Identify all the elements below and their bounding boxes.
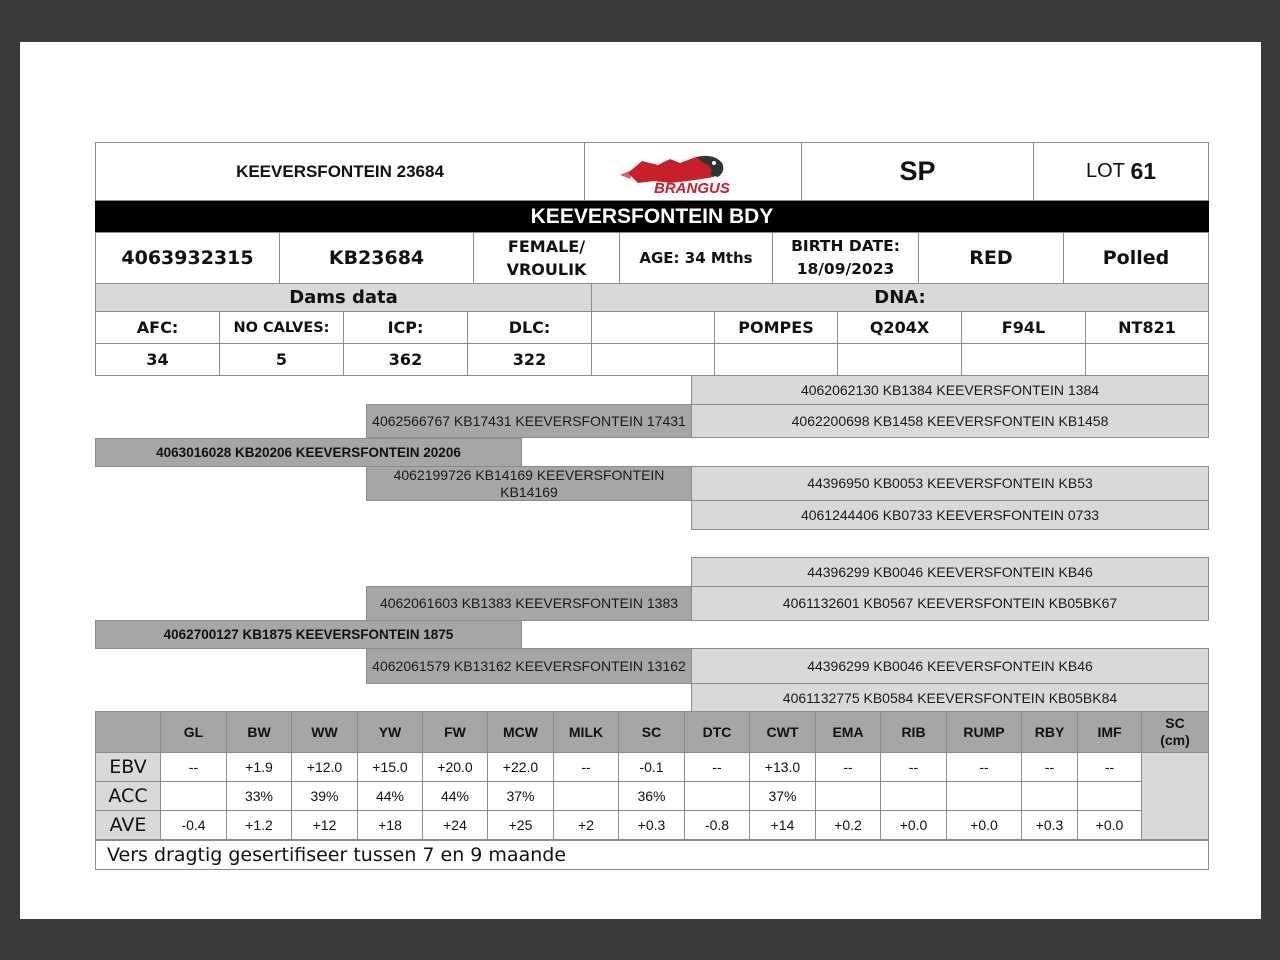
ebv-header-dtc-text: DTC [702, 724, 732, 740]
brangus-logo-cell [584, 142, 802, 201]
ebv-header-ww [291, 711, 358, 753]
ebv-cell-text: +14 [770, 817, 795, 833]
ebv-row-label [95, 752, 161, 782]
ebv-cell [291, 781, 358, 811]
banner-text: KEEVERSFONTEIN BDY [530, 204, 774, 228]
dna-header-blank [591, 311, 715, 344]
ebv-cell [422, 781, 488, 811]
ebv-cell [422, 810, 488, 840]
sex-cell [473, 232, 620, 284]
ebv-header-rib [880, 711, 947, 753]
color-cell [918, 232, 1064, 284]
ebv-cell [749, 781, 816, 811]
ebv-cell-text: 44% [375, 788, 405, 804]
dams-header-dlc [467, 311, 592, 344]
ebv-cell-text: 37% [768, 788, 797, 804]
ebv-header-ema-text: EMA [832, 724, 864, 740]
ebv-cell-text: +1.2 [245, 817, 273, 833]
dna-header-text: NT821 [1118, 318, 1176, 337]
ebv-cell [226, 752, 292, 782]
ebv-header-fw-text: FW [444, 724, 466, 740]
pedigree-sss [691, 375, 1209, 405]
ebv-header-rby-text: RBY [1034, 724, 1065, 740]
pedigree-ddd [691, 683, 1209, 713]
ebv-header-ww-text: WW [311, 724, 338, 740]
ebv-cell [1021, 810, 1078, 840]
ebv-header-gl-text: GL [183, 724, 204, 740]
ebv-header-ema [815, 711, 881, 753]
ebv-header-bw-text: BW [247, 724, 271, 740]
ebv-cell [946, 810, 1022, 840]
dna-header-text: Q204X [869, 318, 930, 337]
pedigree-text: 4062061579 KB13162 KEEVERSFONTEIN 13162 [372, 657, 686, 674]
ebv-cell-text: -- [188, 759, 199, 775]
pedigree-dds [691, 648, 1209, 684]
dams-value-afc [95, 343, 220, 376]
ebv-header-imf [1077, 711, 1142, 753]
dna-title-text: DNA: [874, 287, 926, 308]
ebv-header-rby [1021, 711, 1078, 753]
ebv-header-milk-text: MILK [568, 724, 604, 740]
tag-number: KB23684 [328, 247, 425, 269]
ebv-cell [946, 781, 1022, 811]
pedigree-text: 44396299 KB0046 KEEVERSFONTEIN KB46 [807, 563, 1093, 580]
tag-cell [279, 232, 474, 284]
ebv-cell-text: +24 [443, 817, 467, 833]
ebv-cell [684, 781, 750, 811]
ebv-cell [357, 810, 423, 840]
brangus-bull-logo-icon [618, 149, 768, 195]
ebv-cell-text: +20.0 [437, 759, 473, 775]
logo-text: BRANGUS [654, 179, 730, 195]
ebv-cell-text: -- [908, 759, 919, 775]
category-cell [801, 142, 1034, 201]
ebv-cell-text: +0.0 [1095, 817, 1124, 833]
ebv-cell-text: +22.0 [502, 759, 539, 775]
dna-header-text: F94L [1001, 318, 1046, 337]
dna-header-text: POMPES [738, 318, 814, 337]
ebv-cell-text: 33% [244, 788, 274, 804]
dna-value-nt821 [1085, 343, 1209, 376]
pedigree-text: 4062200698 KB1458 KEEVERSFONTEIN KB1458 [791, 412, 1109, 429]
dams-header-afc [95, 311, 220, 344]
ebv-header-yw [357, 711, 423, 753]
sex-line-2: VROULIK [506, 260, 587, 279]
category-code: SP [899, 156, 936, 186]
ebv-cell [684, 752, 750, 782]
ebv-cell-text: +12.0 [306, 759, 343, 775]
dams-value-no-calves [219, 343, 344, 376]
ebv-row-label-text: EBV [109, 756, 147, 778]
ebv-header-sc-text: SC [641, 724, 662, 740]
pedigree-sire [95, 438, 522, 467]
ebv-header-cwt [749, 711, 816, 753]
dna-header-q204x [837, 311, 962, 344]
ebv-header-mcw [487, 711, 554, 753]
ebv-cell [160, 781, 227, 811]
ebv-header-rump-text: RUMP [963, 724, 1005, 740]
lot-number: 61 [1130, 158, 1157, 184]
ebv-cell-text: 37% [506, 788, 535, 804]
ebv-cell [1021, 752, 1078, 782]
pedigree-text: 4062566767 KB17431 KEEVERSFONTEIN 17431 [372, 412, 686, 429]
ebv-header-milk [553, 711, 619, 753]
ebv-cell-text: +0.0 [899, 817, 928, 833]
ebv-cell-text: -- [712, 759, 722, 775]
ebv-cell [880, 810, 947, 840]
dams-data-title [95, 283, 592, 312]
ebv-header-mcw-text: MCW [503, 724, 538, 740]
pedigree-sire-dam [366, 466, 692, 501]
horn-cell [1063, 232, 1209, 284]
pedigree-text: 44396299 KB0046 KEEVERSFONTEIN KB46 [807, 657, 1093, 674]
pedigree-sire-sire [366, 404, 692, 438]
dna-header-nt821 [1085, 311, 1209, 344]
ebv-cell [946, 752, 1022, 782]
pedigree-dsd [691, 586, 1209, 621]
ebv-cell-text: +2 [578, 817, 594, 833]
ebv-cell [815, 781, 881, 811]
dams-value-text: 5 [275, 350, 288, 369]
ebv-cell [422, 752, 488, 782]
pedigree-text: 4061244406 KB0733 KEEVERSFONTEIN 0733 [800, 506, 1100, 523]
ebv-header-corner [95, 711, 161, 753]
pedigree-text: 4062062130 KB1384 KEEVERSFONTEIN 1384 [800, 381, 1100, 398]
ebv-cell [1077, 781, 1142, 811]
ebv-header-dtc [684, 711, 750, 753]
ebv-cell [553, 781, 619, 811]
ebv-cell [226, 810, 292, 840]
ebv-header-sc [618, 711, 685, 753]
ebv-cell [880, 752, 947, 782]
ebv-header-fw [422, 711, 488, 753]
ebv-header-sc-cm-text: SC [1165, 715, 1185, 731]
dams-value-text: 322 [512, 350, 547, 369]
ebv-cell-text: -- [1044, 759, 1055, 775]
pedigree-text: 4062061603 KB1383 KEEVERSFONTEIN 1383 [379, 595, 679, 611]
dams-value-text: 362 [388, 350, 423, 369]
ebv-cell-text: -- [979, 759, 989, 775]
dams-header-text: NO CALVES: [233, 319, 330, 336]
pedigree-text: 4062700127 KB1875 KEEVERSFONTEIN 1875 [163, 627, 454, 642]
ebv-cell [815, 810, 881, 840]
ebv-cell-text: +18 [378, 817, 402, 833]
pedigree-text: 4061132775 KB0584 KEEVERSFONTEIN KB05BK84 [782, 689, 1118, 706]
dna-value-pompes [714, 343, 838, 376]
pedigree-sdd [691, 500, 1209, 530]
ebv-cell [291, 810, 358, 840]
pedigree-dam [95, 620, 522, 649]
dams-header-text: ICP: [387, 318, 424, 337]
ebv-cell-text: 44% [440, 788, 470, 804]
ebv-cell-text: -- [843, 759, 853, 775]
pedigree-sds [691, 466, 1209, 501]
ebv-cell-text: +0.3 [637, 817, 666, 833]
ebv-header-yw-text: YW [378, 724, 402, 740]
ebv-cell-text: -- [1104, 759, 1115, 775]
age-cell [619, 232, 773, 284]
ebv-cell-text: +0.0 [970, 817, 998, 833]
pedigree-ssd [691, 404, 1209, 438]
animal-name-cell [95, 142, 585, 201]
ebv-cell [618, 810, 685, 840]
ebv-sc-cm-value [1141, 752, 1209, 840]
dna-value-f94l [961, 343, 1086, 376]
ebv-cell [160, 810, 227, 840]
dams-header-icp [343, 311, 468, 344]
ebv-header-rib-text: RIB [901, 724, 926, 740]
ebv-cell [487, 781, 554, 811]
pedigree-text: 4061132601 KB0567 KEEVERSFONTEIN KB05BK67 [782, 595, 1118, 611]
sex-line-1: FEMALE/ [507, 237, 586, 256]
ebv-cell [749, 810, 816, 840]
ebv-cell [815, 752, 881, 782]
color-value: RED [969, 247, 1013, 269]
ebv-row-label [95, 810, 161, 840]
ebv-cell-text: -0.1 [639, 759, 664, 775]
dams-value-text: 34 [146, 350, 169, 369]
ebv-cell [487, 810, 554, 840]
ebv-cell [357, 752, 423, 782]
ebv-cell [553, 810, 619, 840]
dams-value-dlc [467, 343, 592, 376]
birth-date: 18/09/2023 [796, 260, 895, 278]
banner [95, 201, 1209, 232]
ebv-cell-text: -0.8 [704, 817, 730, 833]
pedigree-text: 4062199726 KB14169 KEEVERSFONTEIN KB14169 [393, 466, 665, 500]
ebv-cell [357, 781, 423, 811]
horn-value: Polled [1102, 247, 1170, 269]
dams-value-icp [343, 343, 468, 376]
dna-value-blank [591, 343, 715, 376]
dams-header-no-calves [219, 311, 344, 344]
lot-cell [1033, 142, 1209, 201]
ebv-cell [880, 781, 947, 811]
ebv-cell-text: +0.2 [834, 817, 862, 833]
ebv-cell [160, 752, 227, 782]
ebv-cell-text: 39% [310, 788, 339, 804]
pedigree-dss [691, 557, 1209, 587]
dna-value-q204x [837, 343, 962, 376]
ebv-cell-text: 36% [637, 788, 666, 804]
pedigree-text: 44396950 KB0053 KEEVERSFONTEIN KB53 [807, 475, 1093, 491]
animal-name: KEEVERSFONTEIN 23684 [236, 161, 444, 181]
ebv-header-bw [226, 711, 292, 753]
ebv-cell-text: +25 [508, 817, 533, 833]
dams-header-text: DLC: [508, 318, 551, 337]
ebv-cell-text: -0.4 [181, 817, 206, 833]
ebv-cell-text: -- [581, 759, 591, 775]
dams-header-text: AFC: [136, 318, 179, 337]
lot-label: LOT [1085, 160, 1125, 182]
reg-number-cell [95, 232, 280, 284]
ebv-cell-text: +12 [312, 817, 337, 833]
ebv-cell [487, 752, 554, 782]
ebv-cell [553, 752, 619, 782]
dna-header-f94l [961, 311, 1086, 344]
ebv-cell-text: +13.0 [764, 759, 801, 775]
ebv-header-imf-text: IMF [1097, 724, 1122, 740]
ebv-cell [1077, 810, 1142, 840]
ebv-cell-text: +15.0 [372, 759, 408, 775]
reg-number: 4063932315 [121, 247, 254, 269]
ebv-header-gl [160, 711, 227, 753]
footer-note-text: Vers dragtig gesertifiseer tussen 7 en 9 maande [107, 844, 567, 866]
ebv-cell [291, 752, 358, 782]
dams-data-title-text: Dams data [289, 287, 398, 308]
age: AGE: 34 Mths [639, 249, 753, 267]
birth-date-cell [772, 232, 919, 284]
ebv-cell [1077, 752, 1142, 782]
ebv-row-label [95, 781, 161, 811]
dna-header-pompes [714, 311, 838, 344]
ebv-cell [684, 810, 750, 840]
ebv-row-label-text: AVE [109, 814, 147, 836]
ebv-header-sc-cm [1141, 711, 1209, 753]
ebv-row-label-text: ACC [108, 785, 148, 807]
ebv-cell [618, 752, 685, 782]
ebv-cell-text: +1.9 [245, 759, 273, 775]
ebv-cell-text: +0.3 [1035, 817, 1064, 833]
ebv-header-sc-cm-text: (cm) [1160, 732, 1190, 748]
lot-card-page [20, 42, 1261, 919]
ebv-cell [226, 781, 292, 811]
ebv-cell [1021, 781, 1078, 811]
pedigree-text: 4063016028 KB20206 KEEVERSFONTEIN 20206 [156, 445, 461, 460]
pedigree-dam-sire [366, 586, 692, 621]
footer-note [95, 840, 1209, 870]
birth-date-label: BIRTH DATE: [791, 237, 900, 255]
ebv-cell [618, 781, 685, 811]
ebv-header-rump [946, 711, 1022, 753]
ebv-cell [749, 752, 816, 782]
dna-title [591, 283, 1209, 312]
ebv-header-cwt-text: CWT [766, 724, 799, 740]
pedigree-dam-dam [366, 648, 692, 684]
